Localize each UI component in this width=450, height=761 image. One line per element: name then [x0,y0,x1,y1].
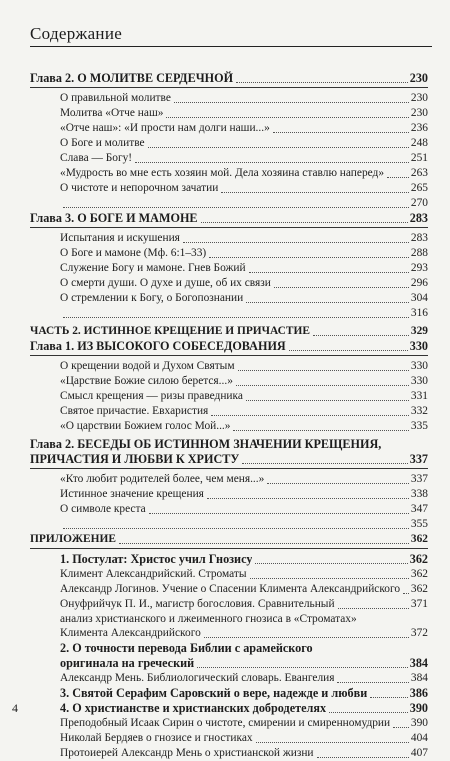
toc-entry-title: Александр Логинов. Учение о Спасении Климента Александрийского [60,583,400,595]
toc-entry [30,716,428,731]
toc-entry [30,626,428,641]
toc-entry [30,419,428,434]
toc-page: 230 [409,71,428,85]
toc-leader [403,593,409,594]
toc-leader [211,415,409,416]
toc-entry [30,261,428,276]
toc-entry [30,181,428,196]
toc-page: 390 [410,717,428,729]
toc-leader [250,578,409,579]
toc-leader [313,335,409,336]
toc-entry-title: Служение Богу и мамоне. Гнев Божий [60,262,246,274]
toc-entry-title: Преподобный Исаак Сирин о чистоте, смирении и смиренномудрии [60,717,391,729]
toc-page: 270 [410,197,428,209]
toc-leader [201,222,408,223]
toc-page: 288 [410,247,428,259]
toc-page: 331 [410,390,428,402]
toc-entry [30,404,428,419]
toc-page: 248 [410,137,428,149]
page-number: 4 [12,701,18,715]
toc-leader [221,192,409,193]
toc-appendix-title: ПРИЛОЖЕНИЕ [30,533,116,545]
toc-page: 404 [410,732,428,744]
toc-leader [387,177,409,178]
toc-page: 337 [409,452,428,466]
toc-page: 362 [409,552,428,566]
toc-entry-title: «О царствии Божием голос Мой...» [60,420,231,432]
toc-leader [63,207,409,208]
toc-page: 371 [410,598,428,610]
toc-entry-title: Испытания и искушения [60,232,180,244]
toc-list [30,716,428,761]
toc-leader [166,117,408,118]
toc-page: 384 [410,672,428,684]
toc-page: 338 [410,488,428,500]
toc-entry [30,502,428,517]
toc-entry [30,389,428,404]
toc-entry [30,359,428,374]
toc-leader [148,147,409,148]
toc-section [30,641,428,656]
toc-entry [30,291,428,306]
toc-entry [30,246,428,261]
toc-leader [246,400,409,401]
toc-entry-title: Онуфрийчук П. И., магистр богословия. Сравнительный [60,598,335,610]
toc-page: 386 [409,686,428,700]
toc-leader [246,302,409,303]
toc-section-title: 3. Святой Серафим Саровский о вере, надежде и любви [60,686,368,700]
toc-section-title: 4. О христианстве и христианских добродетелях [60,701,327,715]
toc-page: 362 [410,533,428,545]
toc-page: 362 [410,583,428,595]
toc-leader [63,317,409,318]
toc-entry-title: «Кто любит родителей более, чем меня...» [60,473,265,485]
toc-entry-title: О крещении водой и Духом Святым [60,360,235,372]
toc-entry-title: Истинное значение крещения [60,488,204,500]
toc-entry [30,582,428,597]
toc-page: 407 [410,747,428,759]
toc-entry-title: Александр Мень. Библиологический словарь. Евангелия [60,672,335,684]
toc-divider [30,355,428,356]
toc-entry [30,151,428,166]
toc-entry [30,136,428,151]
page-header: Содержание [30,24,123,43]
toc-page: 337 [410,473,428,485]
toc-chapter [30,452,428,467]
toc-page: 296 [410,277,428,289]
toc-chapter-title: Глава 2. О МОЛИТВЕ СЕРДЕЧНОЙ [30,71,234,85]
toc-entry [30,597,428,612]
toc-leader [174,102,409,103]
toc-page: 304 [410,292,428,304]
toc-appendix [30,532,428,547]
toc-entry [30,746,428,761]
toc-chapter-title: Глава 1. ИЗ ВЫСОКОГО СОБЕСЕДОВАНИЯ [30,339,286,353]
toc-page: 332 [410,405,428,417]
toc-chapter [30,339,428,354]
toc-leader [255,563,407,564]
toc-chapter [30,211,428,226]
toc-leader [249,272,409,273]
toc-section-title: оригинала на греческий [60,656,195,670]
toc-section [30,686,428,701]
toc-entry-title: О Боге и мамоне (Мф. 6:1–33) [60,247,207,259]
toc-leader [197,667,408,668]
toc-entry-title: О стремлении к Богу, о Богопознании [60,292,244,304]
toc-entry [30,166,428,181]
toc-divider [30,87,428,88]
toc-page: 330 [410,375,428,387]
table-of-contents [30,71,428,761]
toc-page: 355 [410,518,428,530]
toc-entry-title: Святое причастие. Евхаристия [60,405,209,417]
toc-divider [30,548,428,549]
toc-section [30,552,428,567]
toc-chapter-title: Глава 2. БЕСЕДЫ ОБ ИСТИННОМ ЗНАЧЕНИИ КРЕЩЕНИЯ, [30,437,382,451]
toc-leader [135,162,409,163]
toc-entry [30,231,428,246]
toc-leader [204,637,409,638]
toc-entry-title: Николай Бердяев о гнозисе и гностиках [60,732,253,744]
toc-page: 293 [410,262,428,274]
toc-page: 390 [409,701,428,715]
toc-leader [370,697,407,698]
toc-leader [242,463,407,464]
toc-chapter-title: ПРИЧАСТИЯ И ЛЮБВИ К ХРИСТУ [30,452,240,466]
toc-entry-title: Молитва «Отче наш» [60,107,164,119]
toc-part-title: ЧАСТЬ 2. ИСТИННОЕ КРЕЩЕНИЕ И ПРИЧАСТИЕ [30,325,310,337]
toc-entry [30,91,428,106]
toc-page: 329 [410,325,428,337]
toc-entry [30,487,428,502]
toc-entry-title: «Отче наш»: «И прости нам долги наши...» [60,122,270,134]
toc-leader [119,543,409,544]
toc-entry [30,121,428,136]
toc-list [30,91,428,196]
toc-chapter [30,71,428,86]
toc-entry-title: О смерти души. О духе и душе, об их связи [60,277,271,289]
toc-leader [337,682,408,683]
toc-list [30,671,428,686]
toc-chapter-title: Глава 3. О БОГЕ И МАМОНЕ [30,211,198,225]
toc-leader [233,430,408,431]
toc-list [30,472,428,517]
toc-entry [30,374,428,389]
toc-entry-title: О символе креста [60,503,146,515]
toc-leader [183,242,409,243]
toc-leader [338,608,409,609]
toc-list [30,359,428,434]
toc-entry [30,472,428,487]
toc-leader [256,742,409,743]
toc-entry [30,517,428,532]
toc-entry [30,567,428,582]
toc-entry-title: О Боге и молитве [60,137,145,149]
toc-leader [209,257,409,258]
toc-leader [149,513,409,514]
toc-page: 283 [409,211,428,225]
toc-page: 230 [410,92,428,104]
toc-leader [289,350,408,351]
toc-entry [30,306,428,321]
toc-page: 251 [410,152,428,164]
toc-leader [267,483,409,484]
toc-page: 335 [410,420,428,432]
toc-entry-title: Протоиерей Александр Мень о христианской жизни [60,747,314,759]
toc-leader [317,757,409,758]
toc-leader [238,370,409,371]
toc-entry [30,731,428,746]
toc-leader [207,498,409,499]
toc-divider [30,227,428,228]
toc-leader [236,82,408,83]
toc-leader [274,287,409,288]
toc-page: 362 [410,568,428,580]
toc-entry-title: Смысл крещения — ризы праведника [60,390,243,402]
toc-entry-title: Климента Александрийского [60,627,201,639]
toc-page: 263 [410,167,428,179]
toc-page: 283 [410,232,428,244]
toc-divider [30,468,428,469]
toc-entry [30,276,428,291]
toc-leader [273,132,409,133]
toc-entry-line: анализ христианского и лжеименного гнозиса в «Строматах» [60,613,357,625]
toc-entry [30,671,428,686]
toc-page: 236 [410,122,428,134]
toc-leader [393,727,409,728]
toc-entry [30,196,428,211]
toc-section [30,701,428,716]
toc-entry-title: «Царствие Божие силою берется...» [60,375,233,387]
toc-section-title: 1. Постулат: Христос учил Гнозису [60,552,253,566]
toc-page: 330 [409,339,428,353]
toc-entry-title: Климент Александрийский. Строматы [60,568,247,580]
toc-leader [63,528,409,529]
toc-chapter [30,437,428,452]
toc-leader [236,385,409,386]
toc-page: 384 [409,656,428,670]
toc-entry-title: Слава — Богу! [60,152,133,164]
toc-page: 347 [410,503,428,515]
toc-entry-title: «Мудрость во мне есть хозяин мой. Дела хозяина ставлю наперед» [60,167,385,179]
toc-section-title: 2. О точности перевода Библии с арамейского [60,641,313,655]
toc-part [30,324,428,339]
toc-page: 330 [410,360,428,372]
toc-entry [30,106,428,121]
toc-page: 265 [410,182,428,194]
toc-page: 316 [410,307,428,319]
toc-entry-title: О чистоте и непорочном зачатии [60,182,219,194]
toc-page: 372 [410,627,428,639]
toc-section [30,656,428,671]
toc-list [30,231,428,306]
toc-leader [329,712,408,713]
toc-page: 230 [410,107,428,119]
header-rule [30,46,432,47]
toc-list [30,567,428,612]
toc-entry-title: О правильной молитве [60,92,171,104]
